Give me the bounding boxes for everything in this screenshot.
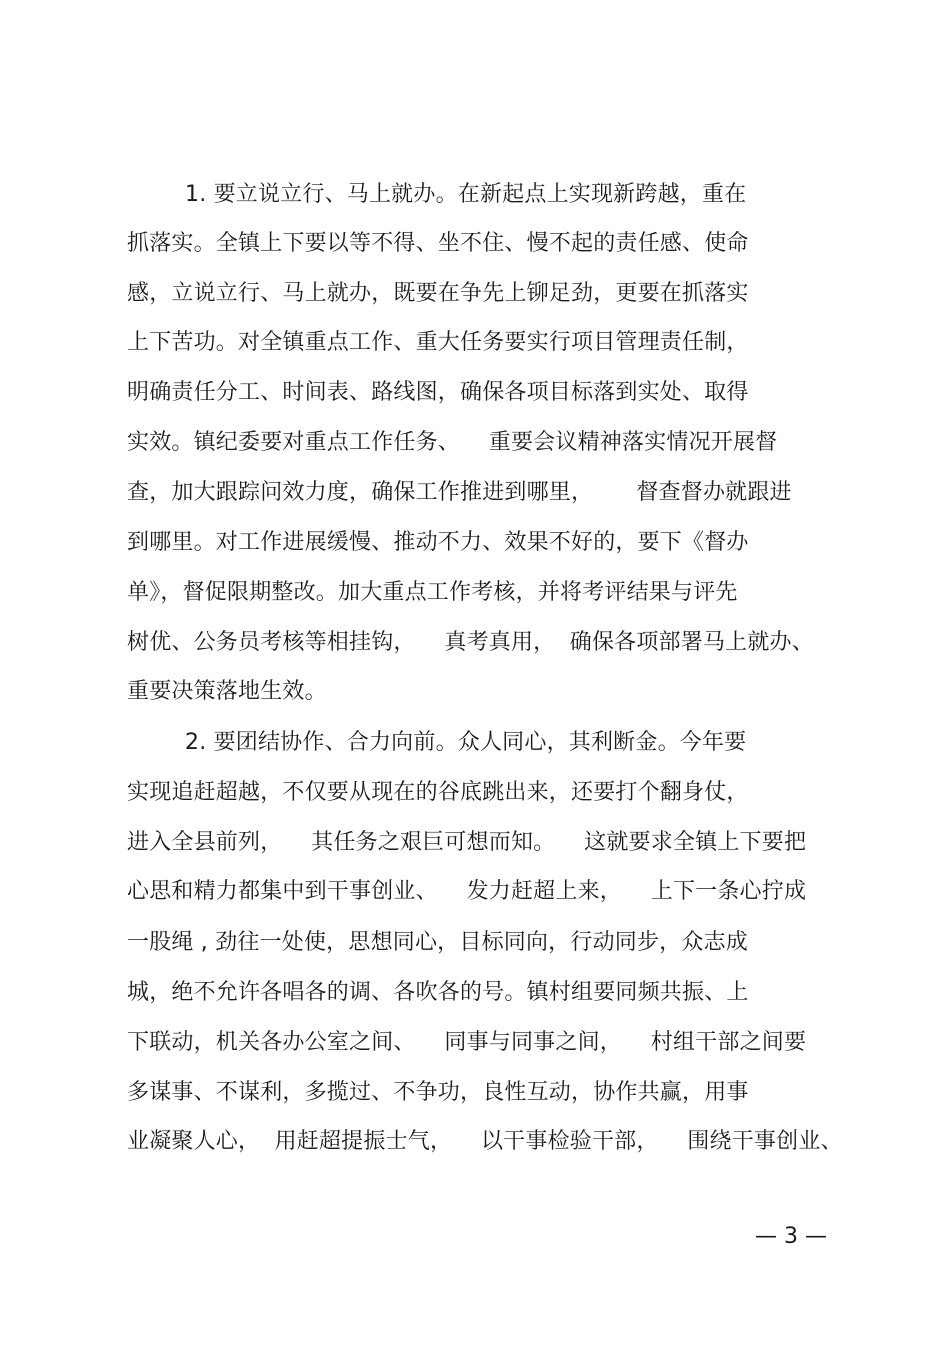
paragraph-2-line-9: 业凝聚人心， 用赶超提振士气， 以干事检验干部， 围绕干事创业、 (127, 1129, 843, 1154)
paragraph-2-line-5: 一股绳 , 劲往一处使，思想同心，目标同向，行动同步，众志成 (127, 930, 748, 955)
paragraph-1-line-5: 明确责任分工、时间表、路线图，确保各项目标落到实处、取得 (127, 380, 749, 405)
paragraph-2-line-7: 下联动，机关各办公室之间、 同事与同事之间， 村组干部之间要 (127, 1030, 807, 1055)
paragraph-1-line-3: 感，立说立行、马上就办，既要在争先上铆足劲，更要在抓落实 (127, 281, 749, 306)
paragraph-2-line-3: 进入全县前列， 其任务之艰巨可想而知。 这就要求全镇上下要把 (127, 830, 807, 855)
paragraph-2-line-2: 实现追赶超越，不仅要从现在的谷底跳出来，还要打个翻身仗， (127, 780, 749, 805)
paragraph-2-line-4: 心思和精力都集中到干事创业、 发力赶超上来， 上下一条心拧成 (127, 879, 807, 904)
paragraph-2-line-1: 2. 要团结协作、合力向前。众人同心，其利断金。今年要 (185, 730, 747, 755)
paragraph-1-line-2: 抓落实。全镇上下要以等不得、坐不住、慢不起的责任感、使命 (127, 231, 749, 256)
paragraph-2-line-8: 多谋事、不谋利，多揽过、不争功，良性互动，协作共赢，用事 (127, 1080, 749, 1105)
paragraph-1-line-1: 1. 要立说立行、马上就办。在新起点上实现新跨越，重在 (185, 182, 747, 207)
paragraph-1-line-4: 上下苦功。对全镇重点工作、重大任务要实行项目管理责任制， (127, 330, 749, 355)
paragraph-1-line-8: 到哪里。对工作进展缓慢、推动不力、效果不好的，要下《督办 (127, 530, 749, 555)
paragraph-1-line-9: 单》，督促限期整改。加大重点工作考核，并将考评结果与评先 (127, 580, 738, 605)
page-number: — 3 — (755, 1224, 827, 1249)
paragraph-1-line-6: 实效。镇纪委要对重点工作任务、 重要会议精神落实情况开展督 (127, 430, 778, 455)
paragraph-1-line-10: 树优、公务员考核等相挂钩， 真考真用， 确保各项部署马上就办、 (127, 630, 814, 655)
paragraph-2-line-6: 城，绝不允许各唱各的调、各吹各的号。镇村组要同频共振、上 (127, 980, 749, 1005)
paragraph-1-line-11: 重要决策落地生效。 (127, 679, 327, 704)
paragraph-1-line-7: 查，加大跟踪问效力度，确保工作推进到哪里， 督查督办就跟进 (127, 480, 792, 505)
